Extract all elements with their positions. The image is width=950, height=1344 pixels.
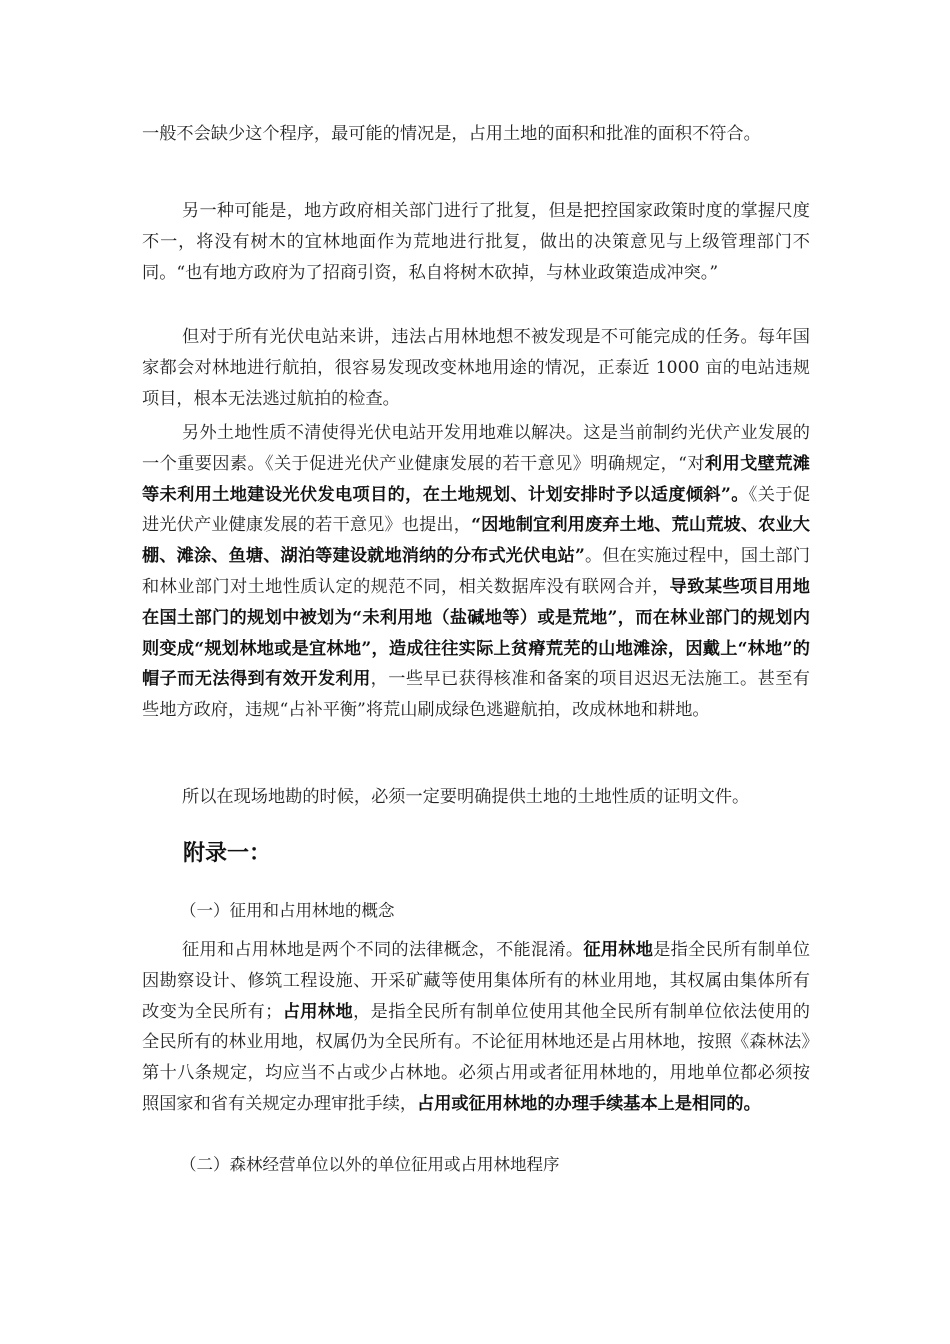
p4-text: ，一些早已获得核准和备案的项目迟迟无法施工。甚至有些地方政府，违规“占补平衡”将荒山刷成绿色逃避航拍，改成林地和耕地。 bbox=[142, 669, 810, 721]
section-1-paragraph bbox=[142, 935, 810, 1120]
paragraph-3 bbox=[142, 322, 810, 414]
paragraph-2 bbox=[142, 196, 810, 288]
p4-text: 《关于促进光伏产业健康发展的若干意见》也提出， bbox=[142, 484, 811, 536]
section1-text: ，是指全民所有制单位使用其他全民所有制单位依法使用的全民所有的林业用地，权属仍为全民所有。不论征用林地还是占用林地，按照《森林法》第十八条规定，均应当不占或少占林地。必须占用或者征用林地的，用地单位都必须按照国家和省有关规定办理审批手续， bbox=[142, 1001, 810, 1114]
appendix-heading: 附录一： bbox=[183, 841, 272, 866]
p4-bold-text: 利用戈壁荒滩等未利用土地建设光伏发电项目的，在土地规划、计划安排时予以适度倾斜”。 bbox=[142, 453, 810, 505]
section1-text: 征用和占用林地是两个不同的法律概念，不能混淆。 bbox=[182, 940, 584, 960]
paragraph-5 bbox=[142, 782, 810, 813]
paragraph-1 bbox=[142, 119, 810, 150]
p4-bold-text: 导致某些项目用地在国土部门的规划中被划为“未利用地（盐碱地等）或是荒地”，而在林业部门的规划内则变成“规划林地或是宜林地”，造成往往实际上贫瘠荒芜的山地滩涂，因戴上“林地”的帽子而无法得到有效开发利用 bbox=[142, 576, 810, 690]
paragraph-4 bbox=[142, 418, 810, 726]
p4-text: 。但在实施过程中，国土部门和林业部门对土地性质认定的规范不同，相关数据库没有联网合并， bbox=[142, 546, 810, 597]
p4-text: 另外土地性质不清使得光伏电站开发用地难以解决。这是当前制约光伏产业发展的一个重要因素。《关于促进光伏产业健康发展的若干意见》明确规定，“对 bbox=[142, 423, 810, 474]
p5-text: 所以在现场地勘的时候，必须一定要明确提供土地的土地性质的证明文件。 bbox=[182, 787, 750, 807]
section-2-title: （二）森林经营单位以外的单位征用或占用林地程序 bbox=[180, 1155, 560, 1174]
p2-text: 另一种可能是，地方政府相关部门进行了批复，但是把控国家政策时度的掌握尺度不一，将没有树木的宜林地面作为荒地进行批复，做出的决策意见与上级管理部门不同。“也有地方政府为了招商引资，私自将树木砍掉，与林业政策造成冲突。” bbox=[142, 201, 810, 283]
section1-bold-text: 占用林地 bbox=[282, 1001, 354, 1022]
p1-text: 一般不会缺少这个程序，最可能的情况是，占用土地的面积和批准的面积不符合。 bbox=[142, 124, 761, 144]
p4-bold-text: “因地制宜利用废弃土地、荒山荒坡、农业大棚、滩涂、鱼塘、湖泊等建设就地消纳的分布式光伏电站” bbox=[142, 515, 810, 567]
section1-bold-text: 占用或征用林地的办理手续基本上是相同的。 bbox=[417, 1093, 761, 1114]
p3-text: 但对于所有光伏电站来讲，违法占用林地想不被发现是不可能完成的任务。每年国家都会对林地进行航拍，很容易发现改变林地用途的情况，正泰近 1000 亩的电站违规项目，根本无法逃过航拍的检查。 bbox=[142, 327, 810, 409]
section-1-title: （一）征用和占用林地的概念 bbox=[180, 901, 395, 920]
section1-bold-text: 征用林地 bbox=[583, 940, 654, 960]
section1-text: 是指全民所有制单位因勘察设计、修筑工程设施、开采矿藏等使用集体所有的林业用地，其权属由集体所有改变为全民所有； bbox=[142, 940, 810, 1022]
